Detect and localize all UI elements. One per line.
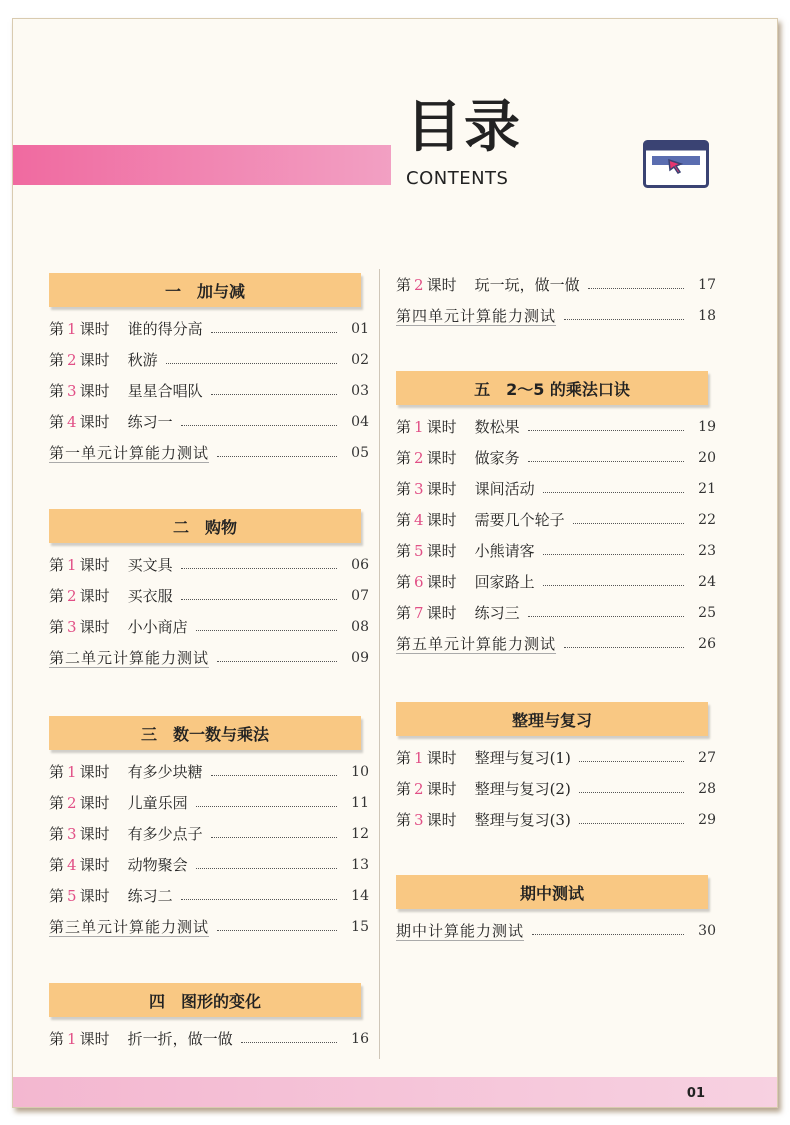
toc-entry[interactable]	[396, 473, 716, 504]
page-ref: 12	[351, 825, 369, 842]
page-ref: 14	[351, 887, 369, 904]
entry-prefix: 第	[396, 811, 412, 829]
lesson-number: 1	[67, 762, 77, 781]
page-ref: 24	[698, 573, 716, 590]
lesson-number: 3	[414, 810, 424, 829]
dot-leader	[211, 837, 337, 838]
toc-entry[interactable]	[49, 344, 369, 375]
dot-leader	[181, 599, 337, 600]
lesson-number: 5	[67, 886, 77, 905]
entry-prefix: 第	[49, 587, 65, 605]
lesson-title: 小熊请客	[474, 542, 535, 560]
lesson-unit: 课时	[79, 794, 110, 812]
page-ref: 10	[351, 763, 369, 780]
page-ref: 03	[351, 382, 369, 399]
dot-leader	[579, 761, 684, 762]
lesson-number: 1	[67, 319, 77, 338]
dot-leader	[564, 319, 684, 320]
section-heading: 五 2～5 的乘法口诀	[396, 371, 708, 405]
lesson-unit: 课时	[79, 320, 110, 338]
page-ref: 19	[698, 418, 716, 435]
dot-leader	[543, 492, 684, 493]
toc-entry[interactable]	[49, 580, 369, 611]
dot-leader	[573, 523, 684, 524]
toc-entry[interactable]	[49, 849, 369, 880]
lesson-unit: 课时	[426, 573, 457, 591]
lesson-title: 折一折，做一做	[127, 1030, 233, 1048]
lesson-number: 4	[414, 510, 424, 529]
entry-prefix: 第	[49, 320, 65, 338]
page-ref: 20	[698, 449, 716, 466]
lesson-title: 谁的得分高	[127, 320, 203, 338]
page-ref: 04	[351, 413, 369, 430]
entry-prefix: 第	[396, 418, 412, 436]
toc-entry[interactable]	[396, 804, 716, 835]
toc-entry[interactable]	[396, 597, 716, 628]
page-number: 01	[686, 1086, 705, 1101]
page-ref: 26	[698, 635, 716, 652]
lesson-number: 1	[67, 555, 77, 574]
lesson-title: 练习三	[474, 604, 520, 622]
page-ref: 22	[698, 511, 716, 528]
dot-leader	[196, 630, 337, 631]
lesson-number: 2	[414, 275, 424, 294]
lesson-title: 儿童乐园	[127, 794, 188, 812]
lesson-unit: 课时	[426, 542, 457, 560]
lesson-title: 小小商店	[127, 618, 188, 636]
page-ref: 23	[698, 542, 716, 559]
toc-page	[12, 18, 778, 1108]
entry-prefix: 第	[396, 449, 412, 467]
dot-leader	[211, 394, 337, 395]
toc-entry[interactable]	[396, 742, 716, 773]
lesson-title: 整理与复习(2)	[474, 780, 571, 798]
lesson-title: 买文具	[127, 556, 173, 574]
lesson-unit: 课时	[426, 811, 457, 829]
dot-leader	[211, 332, 337, 333]
lesson-unit: 课时	[79, 887, 110, 905]
lesson-number: 3	[67, 617, 77, 636]
lesson-title: 数松果	[474, 418, 520, 436]
entry-prefix: 第	[49, 856, 65, 874]
toc-section	[49, 509, 369, 673]
test-title: 第一单元计算能力测试	[49, 444, 210, 462]
entry-prefix: 第	[49, 618, 65, 636]
toc-section	[396, 371, 716, 659]
dot-leader	[181, 425, 337, 426]
toc-entry[interactable]	[396, 773, 716, 804]
toc-entry[interactable]	[49, 818, 369, 849]
toc-section	[396, 269, 716, 331]
lesson-number: 7	[414, 603, 424, 622]
toc-section	[49, 273, 369, 468]
page-ref: 07	[351, 587, 369, 604]
lesson-unit: 课时	[426, 480, 457, 498]
test-title: 第五单元计算能力测试	[396, 635, 557, 653]
column-divider	[379, 269, 380, 1059]
page-ref: 15	[351, 918, 369, 935]
lesson-number: 3	[67, 381, 77, 400]
lesson-unit: 课时	[426, 604, 457, 622]
lesson-unit: 课时	[426, 780, 457, 798]
page-ref: 30	[698, 922, 716, 939]
lesson-number: 2	[414, 448, 424, 467]
lesson-title: 做家务	[474, 449, 520, 467]
lesson-title: 课间活动	[474, 480, 535, 498]
lesson-unit: 课时	[79, 856, 110, 874]
entry-prefix: 第	[396, 604, 412, 622]
dot-leader	[579, 823, 684, 824]
toc-entry[interactable]	[396, 411, 716, 442]
toc-test-entry[interactable]	[396, 628, 716, 659]
toc-section	[49, 716, 369, 942]
lesson-number: 2	[414, 779, 424, 798]
entry-prefix: 第	[396, 542, 412, 560]
dot-leader	[211, 775, 337, 776]
toc-entry[interactable]	[396, 566, 716, 597]
entry-prefix: 第	[49, 413, 65, 431]
test-title: 期中计算能力测试	[396, 922, 525, 940]
toc-test-entry[interactable]	[396, 300, 716, 331]
section-heading: 期中测试	[396, 875, 708, 909]
dot-leader	[528, 461, 684, 462]
toc-test-entry[interactable]	[396, 915, 716, 946]
dot-leader	[528, 430, 684, 431]
dot-leader	[543, 585, 684, 586]
lesson-unit: 课时	[426, 449, 457, 467]
lesson-title: 练习二	[127, 887, 173, 905]
lesson-number: 4	[67, 412, 77, 431]
toc-entry[interactable]	[49, 313, 369, 344]
page-ref: 17	[698, 276, 716, 293]
dot-leader	[532, 934, 684, 935]
lesson-title: 秋游	[127, 351, 158, 369]
page-ref: 16	[351, 1030, 369, 1047]
lesson-unit: 课时	[79, 351, 110, 369]
toc-test-entry[interactable]	[49, 437, 369, 468]
lesson-number: 1	[414, 748, 424, 767]
page-ref: 02	[351, 351, 369, 368]
dot-leader	[543, 554, 684, 555]
entry-prefix: 第	[396, 573, 412, 591]
test-title: 第四单元计算能力测试	[396, 307, 557, 325]
page-ref: 18	[698, 307, 716, 324]
page-ref: 01	[351, 320, 369, 337]
entry-prefix: 第	[49, 763, 65, 781]
lesson-title: 有多少点子	[127, 825, 203, 843]
lesson-number: 2	[67, 350, 77, 369]
entry-prefix: 第	[49, 794, 65, 812]
lesson-title: 动物聚会	[127, 856, 188, 874]
entry-prefix: 第	[49, 825, 65, 843]
section-heading: 二 购物	[49, 509, 361, 543]
entry-prefix: 第	[49, 382, 65, 400]
page-ref: 08	[351, 618, 369, 635]
toc-entry[interactable]	[49, 611, 369, 642]
entry-prefix: 第	[396, 749, 412, 767]
lesson-unit: 课时	[79, 413, 110, 431]
entry-prefix: 第	[49, 556, 65, 574]
page-ref: 13	[351, 856, 369, 873]
lesson-unit: 课时	[426, 511, 457, 529]
page-subtitle: CONTENTS	[406, 168, 509, 189]
browser-cursor-icon	[643, 140, 709, 188]
lesson-unit: 课时	[79, 587, 110, 605]
entry-prefix: 第	[49, 887, 65, 905]
lesson-unit: 课时	[79, 825, 110, 843]
page-ref: 06	[351, 556, 369, 573]
toc-entry[interactable]	[49, 787, 369, 818]
lesson-title: 回家路上	[474, 573, 535, 591]
lesson-number: 2	[67, 586, 77, 605]
lesson-number: 2	[67, 793, 77, 812]
toc-entry[interactable]	[396, 269, 716, 300]
section-heading: 四 图形的变化	[49, 983, 361, 1017]
header-pink-band	[13, 145, 391, 185]
lesson-unit: 课时	[79, 556, 110, 574]
lesson-number: 3	[67, 824, 77, 843]
page-ref: 28	[698, 780, 716, 797]
page-ref: 29	[698, 811, 716, 828]
dot-leader	[166, 363, 337, 364]
toc-entry[interactable]	[49, 756, 369, 787]
lesson-title: 星星合唱队	[127, 382, 203, 400]
toc-section	[396, 702, 716, 835]
entry-prefix: 第	[396, 780, 412, 798]
toc-entry[interactable]	[396, 535, 716, 566]
dot-leader	[588, 288, 684, 289]
lesson-unit: 课时	[426, 749, 457, 767]
dot-leader	[217, 661, 337, 662]
toc-entry[interactable]	[49, 375, 369, 406]
lesson-title: 买衣服	[127, 587, 173, 605]
entry-prefix: 第	[49, 351, 65, 369]
lesson-unit: 课时	[79, 763, 110, 781]
lesson-unit: 课时	[79, 382, 110, 400]
lesson-title: 有多少块糖	[127, 763, 203, 781]
toc-section	[396, 875, 716, 946]
page-ref: 27	[698, 749, 716, 766]
dot-leader	[181, 568, 337, 569]
toc-entry[interactable]	[49, 1023, 369, 1054]
toc-entry[interactable]	[396, 442, 716, 473]
lesson-number: 1	[414, 417, 424, 436]
lesson-title: 需要几个轮子	[474, 511, 565, 529]
page-ref: 11	[351, 794, 369, 811]
lesson-number: 3	[414, 479, 424, 498]
toc-test-entry[interactable]	[49, 911, 369, 942]
toc-section	[49, 983, 369, 1054]
lesson-unit: 课时	[426, 418, 457, 436]
lesson-unit: 课时	[79, 618, 110, 636]
page-ref: 09	[351, 649, 369, 666]
section-heading: 一 加与减	[49, 273, 361, 307]
toc-entry[interactable]	[396, 504, 716, 535]
lesson-unit: 课时	[79, 1030, 110, 1048]
page-ref: 21	[698, 480, 716, 497]
lesson-title: 整理与复习(1)	[474, 749, 571, 767]
lesson-number: 5	[414, 541, 424, 560]
dot-leader	[217, 456, 337, 457]
entry-prefix: 第	[396, 511, 412, 529]
dot-leader	[564, 647, 684, 648]
lesson-number: 6	[414, 572, 424, 591]
footer-band	[13, 1077, 777, 1107]
section-heading: 三 数一数与乘法	[49, 716, 361, 750]
lesson-unit: 课时	[426, 276, 457, 294]
lesson-title: 练习一	[127, 413, 173, 431]
dot-leader	[217, 930, 337, 931]
page-ref: 25	[698, 604, 716, 621]
dot-leader	[579, 792, 684, 793]
dot-leader	[241, 1042, 337, 1043]
test-title: 第二单元计算能力测试	[49, 649, 210, 667]
dot-leader	[196, 868, 337, 869]
toc-entry[interactable]	[49, 549, 369, 580]
toc-entry[interactable]	[49, 406, 369, 437]
lesson-title: 玩一玩，做一做	[474, 276, 580, 294]
lesson-title: 整理与复习(3)	[474, 811, 571, 829]
dot-leader	[528, 616, 684, 617]
page-ref: 05	[351, 444, 369, 461]
page-title: 目录	[406, 94, 522, 160]
toc-test-entry[interactable]	[49, 642, 369, 673]
lesson-number: 4	[67, 855, 77, 874]
toc-entry[interactable]	[49, 880, 369, 911]
dot-leader	[196, 806, 337, 807]
lesson-number: 1	[67, 1029, 77, 1048]
entry-prefix: 第	[49, 1030, 65, 1048]
test-title: 第三单元计算能力测试	[49, 918, 210, 936]
entry-prefix: 第	[396, 480, 412, 498]
entry-prefix: 第	[396, 276, 412, 294]
section-heading: 整理与复习	[396, 702, 708, 736]
dot-leader	[181, 899, 337, 900]
